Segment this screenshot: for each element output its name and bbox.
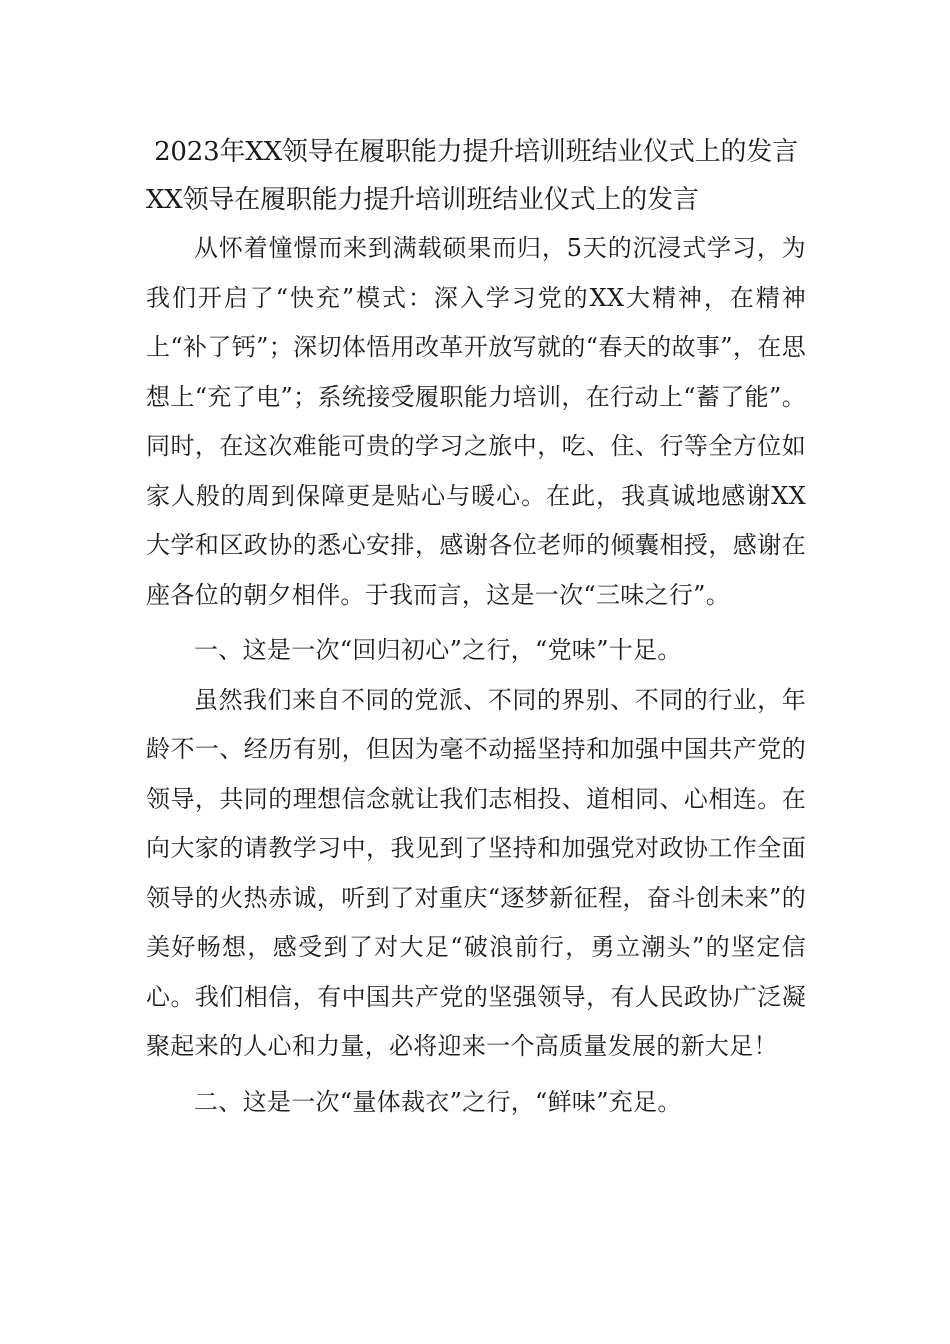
section-paragraph-1: 虽然我们来自不同的党派、不同的界别、不同的行业，年龄不一、经历有别，但因为毫不动摇坚持和加强中国共产党的领导，共同的理想信念就让我们志相投、道相同、心相连。在向大家的请教学习中，我见到了坚持和加强党对政协工作全面领导的火热赤诚，听到了对重庆“逐梦新征程，奋斗创未来”的美好畅想，感受到了对大足“破浪前行，勇立潮头”的坚定信心。我们相信，有中国共产党的坚强领导，有人民政协广泛凝聚起来的人心和力量，必将迎来一个高质量发展的新大足！ — [146, 685, 806, 1060]
section-heading-1: 一、这是一次“回归初心”之行，“党味”十足。 — [194, 636, 682, 664]
intro-paragraph: 从怀着憧憬而来到满载硕果而归，5天的沉浸式学习，为我们开启了“快充”模式：深入学习党的XX大精神，在精神上“补了钙”；深切体悟用改革开放写就的“春天的故事”，在思想上“充了电”；系统接受履职能力培训，在行动上“蓄了能”。同时，在这次难能可贵的学习之旅中，吃、住、行等全方位如家人般的周到保障更是贴心与暖心。在此，我真诚地感谢XX大学和区政协的悉心安排，感谢各位老师的倾囊相授，感谢在座各位的朝夕相伴。于我而言，这是一次“三味之行”。 — [146, 234, 806, 609]
document-subtitle: XX领导在履职能力提升培训班结业仪式上的发言 — [146, 185, 699, 215]
section-heading-2: 二、这是一次“量体裁衣”之行，“鲜味”充足。 — [194, 1087, 682, 1116]
document-body — [146, 128, 806, 1127]
document-title: 2023年XX领导在履职能力提升培训班结业仪式上的发言 — [154, 137, 798, 167]
